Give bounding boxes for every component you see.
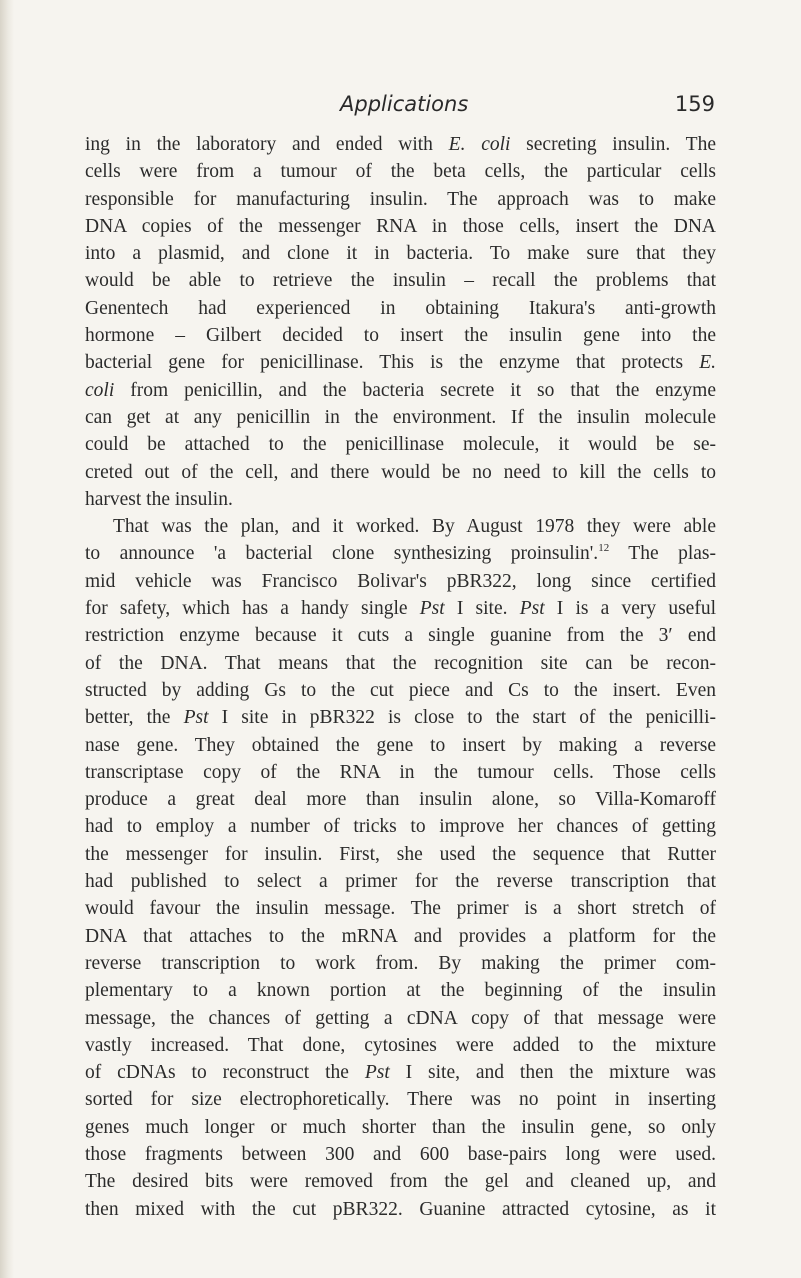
text-line: to announce 'a bacterial clone synthesizing proinsulin'.$^{12}$ The plas- (85, 542, 716, 565)
text-line: ing in the laboratory and ended with E. coli secreting insulin. The (85, 134, 716, 155)
text-line: DNA that attaches to the mRNA and provides a platform for the (85, 925, 716, 947)
text-line: of cDNAs to reconstruct the Pst I site, and then the mixture was (85, 1062, 716, 1084)
text-line: creted out of the cell, and there would be no need to kill the cells to (85, 461, 716, 483)
book-spine-shadow (0, 0, 14, 1278)
text-line: reverse transcription to work from. By making the primer com- (85, 952, 716, 974)
text-line: better, the Pst I site in pBR322 is close to the start of the penicilli- (85, 707, 716, 729)
text-line: sorted for size electrophoretically. There was no point in inserting (85, 1089, 716, 1111)
text-line: could be attached to the penicillinase molecule, it would be se- (85, 434, 716, 456)
text-line: then mixed with the cut pBR322. Guanine attracted cytosine, as it (85, 1198, 716, 1220)
text-line: can get at any penicillin in the environment. If the insulin molecule (85, 406, 716, 428)
body-text (85, 131, 716, 1223)
text-line: of the DNA. That means that the recognition site can be recon- (85, 652, 716, 674)
text-line: into a plasmid, and clone it in bacteria. To make sure that they (85, 243, 716, 265)
text-line: those fragments between 300 and 600 base-pairs long were used. (85, 1143, 716, 1165)
text-line: harvest the insulin. (85, 488, 233, 510)
text-line: bacterial gene for penicillinase. This is the enzyme that protects E. (85, 352, 716, 374)
text-line: cells were from a tumour of the beta cells, the particular cells (85, 161, 716, 183)
text-line: for safety, which has a handy single Pst I site. Pst I is a very useful (85, 598, 716, 620)
text-line: vastly increased. That done, cytosines were added to the mixture (85, 1034, 716, 1056)
text-line: plementary to a known portion at the beginning of the insulin (85, 980, 716, 1002)
text-line: restriction enzyme because it cuts a single guanine from the 3′ end (85, 625, 716, 647)
text-line: would be able to retrieve the insulin – recall the problems that (85, 270, 716, 292)
text-line: would favour the insulin message. The primer is a short stretch of (85, 898, 716, 920)
text-line: the messenger for insulin. First, she used the sequence that Rutter (85, 843, 716, 865)
text-line: Genentech had experienced in obtaining Itakura's anti-growth (85, 297, 716, 319)
text-line: hormone – Gilbert decided to insert the insulin gene into the (85, 325, 716, 347)
text-line: responsible for manufacturing insulin. The approach was to make (85, 188, 716, 210)
page-number: 159 (674, 92, 715, 116)
page-header (85, 92, 715, 126)
text-line: That was the plan, and it worked. By August 1978 they were able (113, 516, 716, 538)
text-line: produce a great deal more than insulin alone, so Villa-Komaroff (85, 789, 716, 811)
footnote-ref: 12 (598, 542, 610, 555)
running-title: Applications (340, 92, 469, 116)
text-line: message, the chances of getting a cDNA copy of that message were (85, 1007, 716, 1029)
text-line: had published to select a primer for the reverse transcription that (85, 871, 716, 893)
text-line: coli from penicillin, and the bacteria secrete it so that the enzyme (85, 379, 716, 401)
text-line: mid vehicle was Francisco Bolivar's pBR322, long since certified (85, 570, 716, 592)
text-line: DNA copies of the messenger RNA in those cells, insert the DNA (85, 215, 716, 237)
text-line: The desired bits were removed from the gel and cleaned up, and (85, 1171, 716, 1193)
text-line: genes much longer or much shorter than the insulin gene, so only (85, 1116, 716, 1138)
text-line: nase gene. They obtained the gene to insert by making a reverse (85, 734, 716, 756)
text-line: had to employ a number of tricks to improve her chances of getting (85, 816, 716, 838)
text-line: structed by adding Gs to the cut piece and Cs to the insert. Even (85, 679, 716, 701)
text-line: transcriptase copy of the RNA in the tumour cells. Those cells (85, 761, 716, 783)
